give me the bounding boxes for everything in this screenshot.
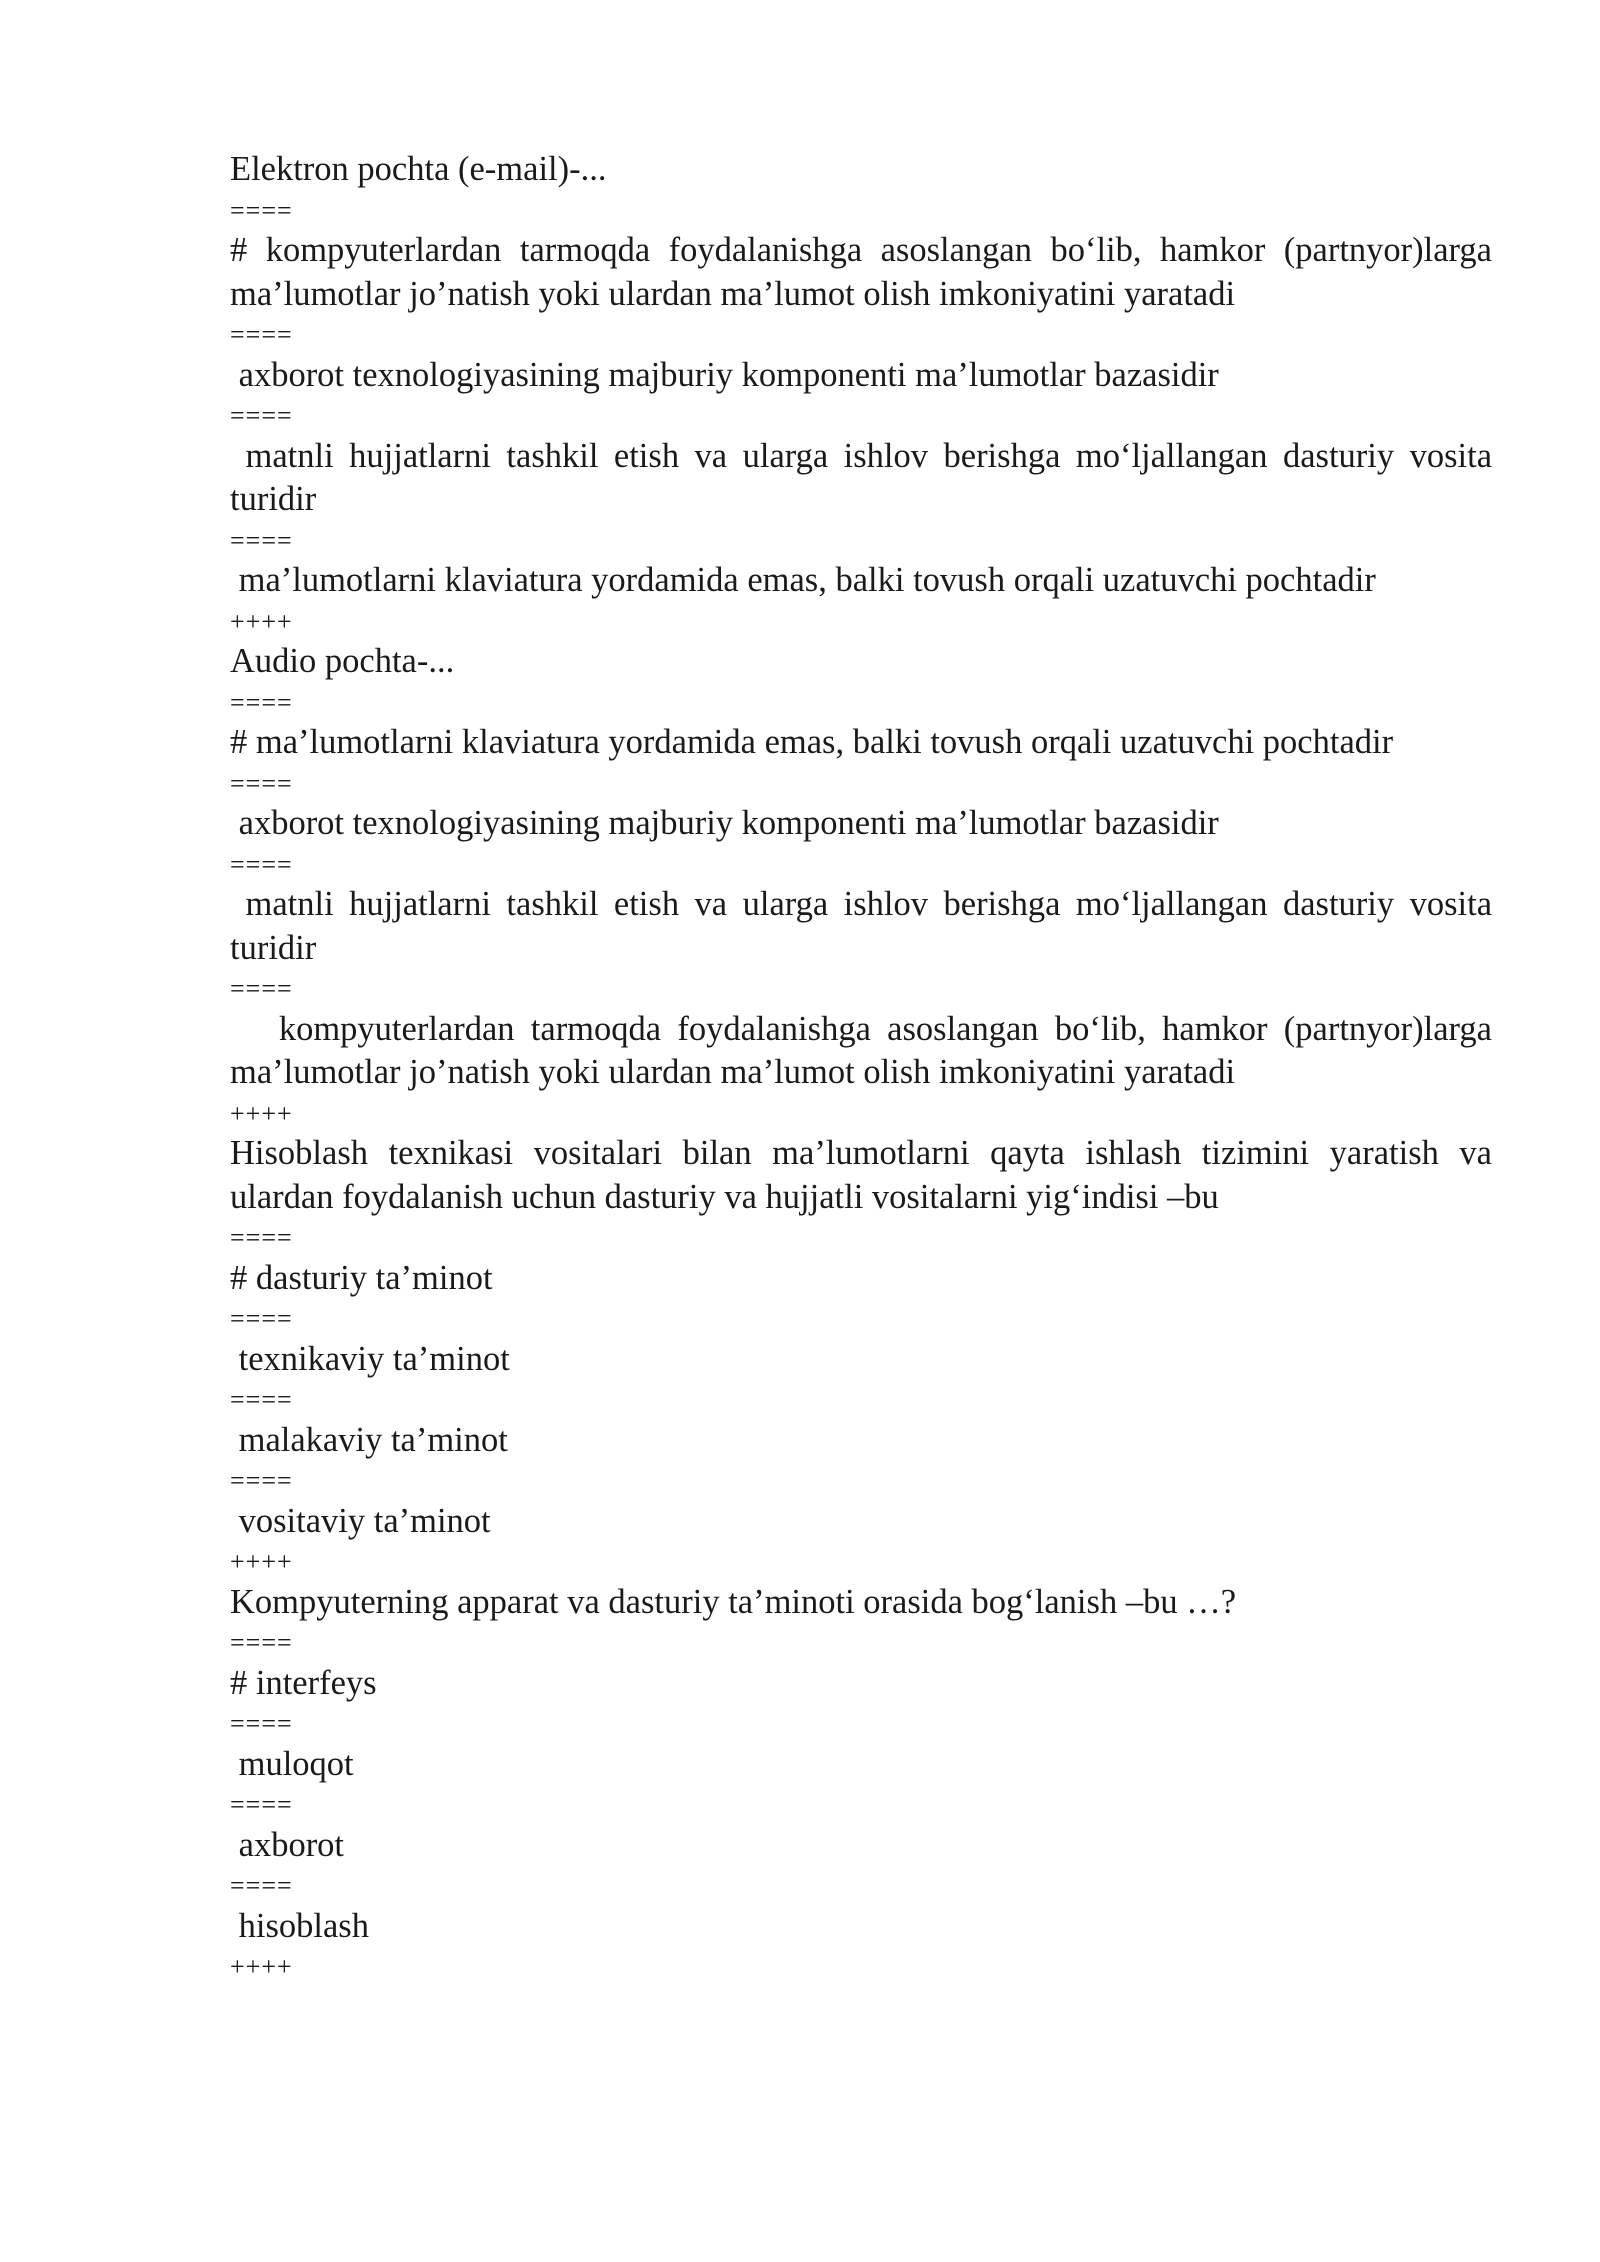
question-text: Hisoblash texnikasi vositalari bilan ma’lumotlarni qayta ishlash tizimini yaratish va ulardan foydalanish uchun dasturiy va hujjatli vositalarni yig‘indisi –bu xyxy=(230,1134,1501,1216)
answer-option: ma’lumotlarni klaviatura yordamida emas, balki tovush orqali uzatuvchi pochtadir xyxy=(230,561,1376,599)
question-separator: ++++ xyxy=(230,1547,293,1576)
option-separator: ==== xyxy=(230,320,293,349)
option-separator: ==== xyxy=(230,1466,293,1495)
answer-option: muloqot xyxy=(230,1744,354,1783)
question-text: Elektron pochta (e-mail)-... xyxy=(230,150,607,188)
answer-option: axborot texnologiyasining majburiy komponenti ma’lumotlar bazasidir xyxy=(230,355,1219,394)
answer-option: malakaviy ta’minot xyxy=(230,1420,508,1459)
option-separator: ==== xyxy=(230,401,293,430)
answer-option: hisoblash xyxy=(230,1906,369,1945)
option-separator: ==== xyxy=(230,1304,293,1333)
correct-answer-option: # interfeys xyxy=(230,1663,377,1702)
document-page xyxy=(230,148,1501,1986)
question-separator: ++++ xyxy=(230,1952,293,1981)
option-separator: ==== xyxy=(230,1628,293,1657)
option-separator: ==== xyxy=(230,1790,293,1819)
question-text: Audio pochta-... xyxy=(230,642,455,680)
question-separator: ++++ xyxy=(230,606,293,636)
answer-option: axborot texnologiyasining majburiy komponenti ma’lumotlar bazasidir xyxy=(230,804,1219,842)
option-separator: ==== xyxy=(230,1385,293,1414)
option-separator: ==== xyxy=(230,974,293,1003)
option-separator: ==== xyxy=(230,1223,293,1252)
option-separator: ==== xyxy=(230,1709,293,1738)
option-separator: ==== xyxy=(230,687,293,717)
correct-answer-option: # dasturiy ta’minot xyxy=(230,1258,493,1297)
question-text: Kompyuterning apparat va dasturiy ta’minoti orasida bog‘lanish –bu …? xyxy=(230,1582,1237,1621)
answer-option: matnli hujjatlarni tashkil etish va ularga ishlov berishga mo‘ljallangan dasturiy vosita turidir xyxy=(230,436,1501,518)
option-separator: ==== xyxy=(230,525,293,555)
answer-option: matnli hujjatlarni tashkil etish va ularga ishlov berishga mo‘ljallangan dasturiy vosita turidir xyxy=(230,885,1501,967)
option-separator: ==== xyxy=(230,849,293,879)
correct-answer-option: # kompyuterlardan tarmoqda foydalanishga asoslangan bo‘lib, hamkor (partnyor)larga ma’lumotlar jo’natish yoki ulardan ma’lumot olish imkoniyatini yaratadi xyxy=(230,231,1501,313)
answer-option: kompyuterlardan tarmoqda foydalanishga asoslangan bo‘lib, hamkor (partnyor)larga ma’lumotlar jo’natish yoki ulardan ma’lumot olish imkoniyatini yaratadi xyxy=(230,1009,1501,1091)
answer-option: vositaviy ta’minot xyxy=(230,1501,491,1540)
answer-option: texnikaviy ta’minot xyxy=(230,1339,510,1378)
option-separator: ==== xyxy=(230,1871,293,1900)
option-separator: ==== xyxy=(230,768,293,798)
question-separator: ++++ xyxy=(230,1098,293,1128)
option-separator: ==== xyxy=(230,195,293,225)
answer-option: axborot xyxy=(230,1825,345,1864)
correct-answer-option: # ma’lumotlarni klaviatura yordamida emas, balki tovush orqali uzatuvchi pochtadir xyxy=(230,723,1394,761)
